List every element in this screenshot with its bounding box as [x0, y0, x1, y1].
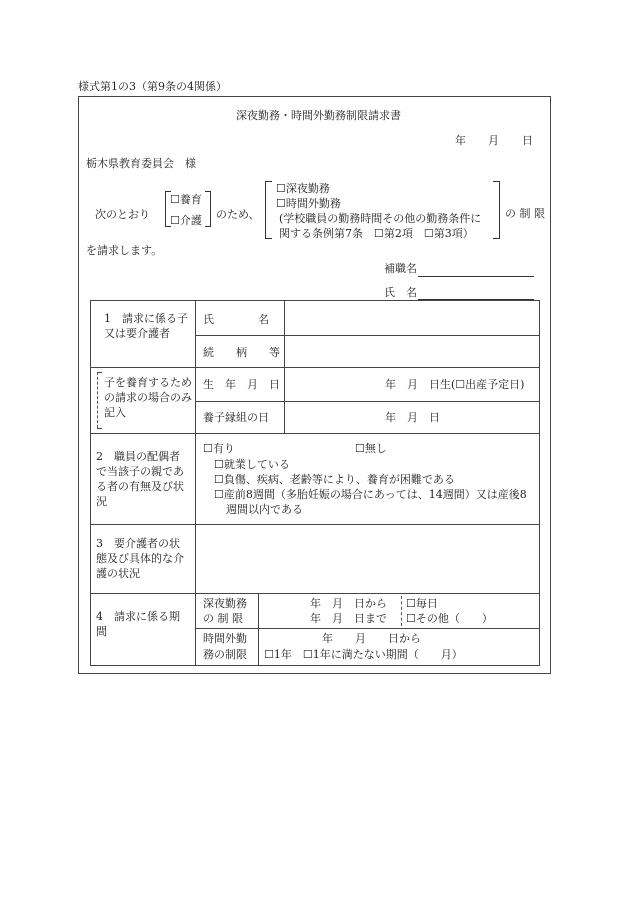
- child-only-label: 子を養育するための請求の場合のみ記入: [104, 376, 192, 419]
- name-label: 氏 名: [384, 286, 417, 299]
- night-from[interactable]: 年 月 日から: [310, 597, 387, 610]
- right-bracket-close: [493, 181, 500, 239]
- form-id: 様式第1の3（第9条の4関係）: [78, 80, 227, 93]
- sec4-label: 4 請求に係る期間: [96, 610, 180, 638]
- night-label-1: 深夜勤務: [203, 597, 247, 610]
- relation-row-label: 続 柄 等: [203, 346, 280, 359]
- sec1-label: 1 請求に係る子又は要介護者: [104, 312, 188, 340]
- intro-limit-text: の 制 限: [505, 207, 545, 220]
- status-birth-checkbox[interactable]: ☐産前8週間（多胎妊娠の場合にあっては、14週間）又は産後8: [214, 488, 527, 501]
- status-unable-checkbox[interactable]: ☐負傷、疾病、老齢等により、養育が困難である: [214, 473, 455, 486]
- request-text: を請求します。: [86, 244, 163, 257]
- status-employed-checkbox[interactable]: ☐就業している: [214, 458, 290, 471]
- adoption-value[interactable]: 年 月 日: [385, 411, 440, 424]
- name-input[interactable]: [285, 313, 540, 333]
- date-year-label: 年: [455, 134, 466, 147]
- overtime-period-checkboxes[interactable]: ☐1年 ☐1年に満たない期間（ 月）: [264, 648, 463, 661]
- spouse-yes-checkbox[interactable]: ☐有り: [203, 442, 235, 455]
- left-bracket-close: [205, 191, 211, 227]
- relation-input[interactable]: [285, 340, 540, 364]
- opt-childcare-checkbox[interactable]: ☐養育: [170, 193, 202, 206]
- sec2-label: 2 職員の配偶者で当該子の親である者の有無及び状況: [96, 450, 184, 508]
- birth-value[interactable]: 年 月 日生(☐出産予定日): [385, 378, 525, 391]
- intro-for-text: のため、: [216, 208, 260, 221]
- overtime-label-1: 時間外勤: [203, 632, 247, 645]
- regulation-line-2: 関する条例第7条 ☐第2項 ☐第3項）: [279, 227, 474, 240]
- date-month-label: 月: [488, 134, 499, 147]
- nursing-status-input[interactable]: [196, 526, 539, 592]
- status-birth-line2: 週間以内である: [226, 503, 303, 516]
- right-bracket-open: [265, 181, 272, 239]
- opt-other-checkbox[interactable]: ☐その他（ ）: [406, 612, 493, 625]
- date-day-label: 日: [522, 134, 533, 147]
- opt-every-day-checkbox[interactable]: ☐毎日: [406, 597, 438, 610]
- spouse-no-checkbox[interactable]: ☐無し: [355, 442, 387, 455]
- opt-overtime-checkbox[interactable]: ☐時間外勤務: [276, 197, 341, 210]
- night-label-2: の 制 限: [203, 612, 243, 625]
- post-label: 補職名: [384, 262, 417, 275]
- intro-lead: 次のとおり: [95, 208, 150, 221]
- opt-night-checkbox[interactable]: ☐深夜勤務: [276, 182, 330, 195]
- addressee: 栃木県教育委員会 様: [86, 157, 196, 170]
- night-to[interactable]: 年 月 日まで: [310, 612, 387, 625]
- name-row-label: 氏 名: [203, 313, 269, 326]
- overtime-from[interactable]: 年 月 日から: [322, 632, 421, 645]
- birth-row-label: 生 年 月 日: [203, 378, 280, 391]
- regulation-line-1: (学校職員の勤務時間その他の勤務条件に: [279, 212, 482, 225]
- overtime-label-2: 務の制限: [203, 648, 247, 661]
- page-title: 深夜勤務・時間外勤務制限請求書: [236, 109, 401, 122]
- sec3-label: 3 要介護者の状態及び具体的な介護の状況: [96, 537, 184, 580]
- adoption-row-label: 養子縁組の日: [203, 411, 269, 424]
- post-field[interactable]: [418, 276, 534, 277]
- opt-nursing-checkbox[interactable]: ☐介護: [170, 214, 202, 227]
